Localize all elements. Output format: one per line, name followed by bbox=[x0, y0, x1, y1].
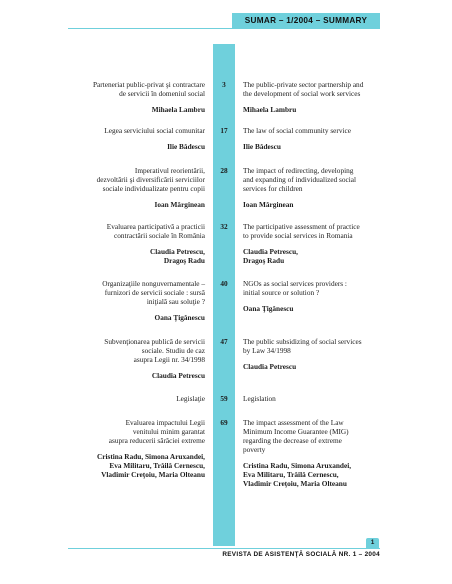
author-line: Ioan Mărginean bbox=[154, 200, 205, 209]
romanian-entry bbox=[35, 166, 205, 209]
page-number: 1 bbox=[366, 538, 379, 548]
english-entry-author bbox=[243, 461, 393, 488]
title-line: sociale individualizate pentru copii bbox=[102, 184, 205, 193]
entry-page-number: 59 bbox=[220, 394, 228, 403]
author-line: Eva Militaru, Trăilă Cernescu, bbox=[243, 470, 339, 479]
page-number-column bbox=[213, 44, 235, 546]
title-line: to provide social services in Romania bbox=[243, 231, 353, 240]
romanian-entry-title bbox=[35, 126, 205, 135]
english-entry-title bbox=[243, 337, 393, 355]
author-line: Vladimir Creţoiu, Maria Olteanu bbox=[101, 470, 205, 479]
english-entry-title bbox=[243, 80, 393, 98]
english-entry-title bbox=[243, 166, 393, 193]
title-line: Legea serviciului social comunitar bbox=[104, 126, 205, 135]
romanian-entry bbox=[35, 394, 205, 403]
romanian-entry-author bbox=[35, 313, 205, 322]
romanian-entry bbox=[35, 222, 205, 265]
english-entry-author bbox=[243, 200, 393, 209]
romanian-entry-title bbox=[35, 222, 205, 240]
author-line: Ilie Bădescu bbox=[243, 142, 281, 151]
entry-page-number: 17 bbox=[220, 126, 228, 135]
title-line: regarding the decrease of extreme bbox=[243, 436, 342, 445]
romanian-entry-title bbox=[35, 418, 205, 445]
author-line: Mihaela Lambru bbox=[151, 105, 205, 114]
author-line: Ilie Bădescu bbox=[167, 142, 205, 151]
title-line: dezvoltării şi diversificării serviciilor bbox=[96, 175, 205, 184]
author-line: Claudia Petrescu, bbox=[150, 247, 205, 256]
english-entry-title bbox=[243, 222, 393, 240]
english-entry bbox=[243, 222, 393, 265]
title-line: and expanding of individualized social bbox=[243, 175, 357, 184]
title-line: Parteneriat public-privat şi contractare bbox=[92, 80, 205, 89]
english-entry-author bbox=[243, 105, 393, 114]
romanian-entry-author bbox=[35, 142, 205, 151]
entry-page-number: 28 bbox=[220, 166, 228, 175]
title-line: poverty bbox=[243, 445, 266, 454]
title-line: sociale. Studiu de caz bbox=[141, 346, 205, 355]
summary-title: SUMAR – 1/2004 – SUMMARY bbox=[244, 16, 368, 25]
entry-page-number: 47 bbox=[220, 337, 228, 346]
author-line: Ioan Mărginean bbox=[243, 200, 294, 209]
title-line: Organizaţiile nonguvernamentale – bbox=[102, 279, 205, 288]
romanian-entry-author bbox=[35, 371, 205, 380]
title-line: The impact assessment of the Law bbox=[243, 418, 344, 427]
title-line: services for children bbox=[243, 184, 303, 193]
entry-page-number: 3 bbox=[222, 80, 226, 89]
title-line: de servicii în domeniul social bbox=[119, 89, 205, 98]
title-line: Subvenţionarea publică de servicii bbox=[104, 337, 205, 346]
english-entry-title bbox=[243, 418, 393, 454]
footer-rule bbox=[68, 548, 380, 549]
title-line: Legislation bbox=[243, 394, 276, 403]
english-entry-author bbox=[243, 142, 393, 151]
author-line: Eva Militaru, Trăilă Cernescu, bbox=[109, 461, 205, 470]
title-line: furnizori de servicii sociale : sursă bbox=[104, 288, 205, 297]
title-line: venitului minim garantat bbox=[132, 427, 205, 436]
journal-footer: REVISTA DE ASISTENŢĂ SOCIALĂ NR. 1 – 2004 bbox=[222, 551, 380, 558]
title-line: asupra Legii nr. 34/1998 bbox=[133, 355, 205, 364]
author-line: Vladimir Creţoiu, Maria Olteanu bbox=[243, 479, 347, 488]
entry-page-number: 69 bbox=[220, 418, 228, 427]
title-line: Evaluarea participativă a practicii bbox=[106, 222, 205, 231]
title-line: Evaluarea impactului Legii bbox=[125, 418, 205, 427]
author-line: Oana Ţigănescu bbox=[243, 304, 294, 313]
title-line: the development of social work services bbox=[243, 89, 361, 98]
romanian-entry-author bbox=[35, 200, 205, 209]
english-entry bbox=[243, 418, 393, 488]
title-line: The public-private sector partnership and bbox=[243, 80, 364, 89]
author-line: Claudia Petrescu bbox=[151, 371, 205, 380]
title-line: initial source or solution ? bbox=[243, 288, 320, 297]
title-line: by Law 34/1998 bbox=[243, 346, 291, 355]
entry-page-number: 32 bbox=[220, 222, 228, 231]
title-line: asupra reducerii sărăciei extreme bbox=[108, 436, 205, 445]
title-line: The impact of redirecting, developing bbox=[243, 166, 354, 175]
english-entry bbox=[243, 394, 393, 403]
english-entry bbox=[243, 80, 393, 114]
entry-page-number: 40 bbox=[220, 279, 228, 288]
author-line: Mihaela Lambru bbox=[243, 105, 297, 114]
romanian-entry bbox=[35, 279, 205, 322]
english-entry-author bbox=[243, 362, 393, 371]
english-entry-title bbox=[243, 394, 393, 403]
romanian-entry bbox=[35, 418, 205, 479]
title-line: Minimum Income Guarantee (MIG) bbox=[243, 427, 349, 436]
author-line: Oana Ţigănescu bbox=[154, 313, 205, 322]
romanian-entry-title bbox=[35, 80, 205, 98]
english-entry bbox=[243, 337, 393, 371]
title-line: contractării sociale în România bbox=[114, 231, 205, 240]
title-line: Legislaţie bbox=[176, 394, 205, 403]
title-line: The public subsidizing of social services bbox=[243, 337, 362, 346]
english-entry-author bbox=[243, 247, 393, 265]
romanian-entry-author bbox=[35, 247, 205, 265]
title-line: iniţială sau soluţie ? bbox=[146, 297, 205, 306]
romanian-entry bbox=[35, 337, 205, 380]
english-entry bbox=[243, 126, 393, 151]
author-line: Claudia Petrescu bbox=[243, 362, 297, 371]
author-line: Dragoş Radu bbox=[163, 256, 205, 265]
romanian-entry bbox=[35, 80, 205, 114]
author-line: Dragoş Radu bbox=[243, 256, 285, 265]
romanian-entry-author bbox=[35, 105, 205, 114]
romanian-entry-title bbox=[35, 166, 205, 193]
english-entry bbox=[243, 166, 393, 209]
romanian-entry-title bbox=[35, 279, 205, 306]
author-line: Cristina Radu, Simona Aruxandei, bbox=[96, 452, 205, 461]
romanian-entry-title bbox=[35, 394, 205, 403]
author-line: Cristina Radu, Simona Aruxandei, bbox=[243, 461, 352, 470]
english-entry-title bbox=[243, 279, 393, 297]
author-line: Claudia Petrescu, bbox=[243, 247, 298, 256]
english-entry bbox=[243, 279, 393, 313]
romanian-entry-title bbox=[35, 337, 205, 364]
romanian-entry-author bbox=[35, 452, 205, 479]
title-line: The participative assessment of practice bbox=[243, 222, 360, 231]
romanian-entry bbox=[35, 126, 205, 151]
title-line: NGOs as social services providers : bbox=[243, 279, 347, 288]
title-line: The law of social community service bbox=[243, 126, 351, 135]
english-entry-title bbox=[243, 126, 393, 135]
title-line: Imperativul reorientării, bbox=[134, 166, 205, 175]
header-rule bbox=[68, 28, 380, 29]
english-entry-author bbox=[243, 304, 393, 313]
